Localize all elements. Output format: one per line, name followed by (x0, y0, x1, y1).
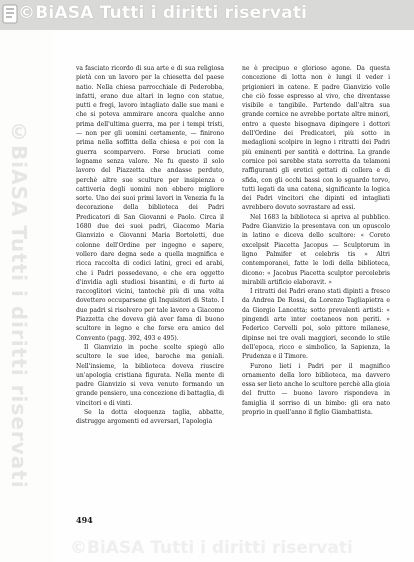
paragraph: va fasciato ricordo di sua arte e di sua religiosa pietà con un lavoro per la chiesetta del paese natio. Nella chiesa parrocchiale di Pederobba, infatti, erano due altari in legno con statue, putti e fregi, lavoro intagliato dalle sue mani e che si poteva ammirare ancora qualche anno prima dell'ultima guerra, ma per i tempi tristi, — non per gli uomini certamente, — finirono prima nella soffitta della chiesa e poi con la guerra scomparvero. Forse bruciati come legname senza valore. Ne fu questo il solo lavoro del Piazzetta che andasse perduto, perchè altre sue sculture per insipienza o cattiveria degli uomini non ebbero migliore sorte. Uno dei suoi primi lavori in Venezia fu la decorazione della biblioteca dei Padri Predicatori di San Giovanni e Paolo. Circa il 1680 due dei suoi padri, Giacomo Maria Gianvizio e Giovanni Maria Bortoletti, due colonne dell'Ordine per ingegno e sapere, vollero dare degna sede a quella magnifica e ricca raccolta di codici latini, greci ed arabi, che i Padri possedevano, e che era oggetto d'invidia agli studiosi bisantini, e di furto ai raccoglitori vicini, tantochè più di una volta dovettero occuparsene gli Inquisitori di Stato. I due padri si risolvero per tale lavoro a Giacomo Piazzetta che doveva già aver fama di buono scultore in legno e che forse era amico del Convento (pagg. 392, 493 e 495). (76, 65, 224, 342)
page-number: 494 (76, 515, 93, 525)
watermark-bottom (0, 538, 414, 562)
paragraph: Il Gianvizio in poche scelte spiegò allo scultore le sue idee, baroche ma geniali. Nell'insieme, la biblioteca doveva riuscire un'apologia cristiana figurata. Nella mente di padre Gianvizio si veva venuto formando un grande pensiero, una concezione di battaglia, di vincitori e di vinti. (76, 343, 224, 407)
paragraph: ne è precipuo e glorioso agone. Da questa concezione di lotta non è lungi il veder i prigionieri in catene. E padre Gianvizio volle che ciò fosse espresso al vivo, che diventasse visibile e tangibile. Partendo dall'altra sua grande cornice ne avrebbe portate altre minori, entro a queste bisognava dipingere i dottori dell'Ordine dei Predicatori, più sotto in medaglioni scolpire in legno i ritratti dei Padri più eminenti per santità e dottrina. La grande cornice poi sarebbe stata sorretta da telamoni raffiguranti gli eretici gettati di collera e di sfida, con gli occhi bassi con lo sguardo torvo, tutti legati da una catena, significante la logica dei Padri vincitori che dipinti ed intagliati avrebbero dovuto sovrastare ad essi. (242, 65, 390, 212)
biasa-logo-icon (2, 4, 18, 24)
paragraph: Furono lieti i Padri per il magnifico ornamento della loro biblioteca, ma davvero essa ser lieto anche lo scultore perchè alla gioia del frutto — buono lavoro rispondeva in famiglia il sorriso di un bimbo: gli era nato proprio in quell'anno il figlio Giambattista. (242, 362, 390, 416)
watermark-text-top: ©BiASA Tutti i diritti riservati (18, 3, 308, 23)
paragraph: I ritratti dei Padri erano stati dipinti a fresco da Andrea De Rossi, da Lorenzo Tagliapietra e da Giorgio Lancetta; sotto prevalenti artisti: « pingendi arte inter coetaneos non periti. » Federico Cervelli poi, solo pittore milanese, dipinse nei tre ovali maggiori, secondo lo stile dell'epoca, ricco e simbolico, la Sapienza, la Prudenza e il Timore. (242, 288, 390, 361)
document-page (52, 30, 414, 562)
left-column (76, 64, 224, 427)
paragraph: Nel 1683 la biblioteca si apriva al pubblico. Padre Gianvizio la presentava con un opuscolo in latino e diceva dello scultore: « Coreto excelpsit Piacetta Jacopus — Sculptorum in ligno Palmifer et celebris tis » Altri contemporanei, fatte le lodi della biblioteca, dicono: « Jacobus Piacetta sculptor percelebris mirabili artificio elaboravit. » (242, 213, 390, 286)
paragraph: Se la dotta eloquenza taglia, abbatte, distrugge argomenti ed avversari, l'apologia (76, 408, 224, 426)
watermark-banner (0, 0, 414, 30)
watermark-text-side: ©BiASA Tutti i diritti riservati (7, 120, 31, 489)
watermark-side (5, 120, 33, 540)
watermark-text-bottom: ©BiASA Tutti i diritti riservati (70, 538, 353, 558)
right-column (242, 64, 390, 417)
